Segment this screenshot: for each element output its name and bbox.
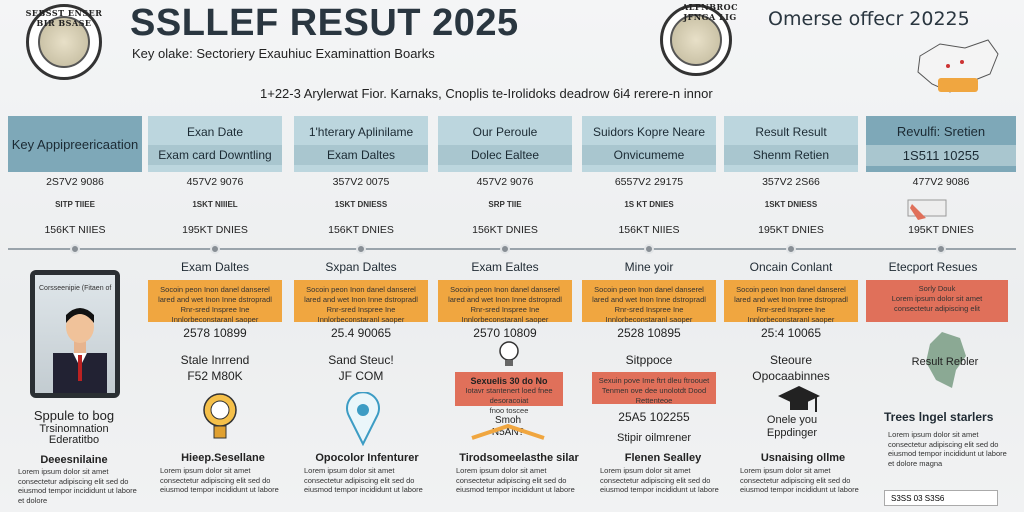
stage-info-box: Socoin peon Inon danel danserel lared and wet Inon Inne dstropradl Rnr-sred Inspree Ine Innlorbeconstaranl saoper bbox=[294, 280, 428, 322]
seal-left bbox=[26, 4, 102, 80]
column-title: Revulfi: Sretien bbox=[896, 124, 986, 139]
page-title: SSLLEF RESUT 2025 bbox=[130, 2, 519, 44]
bottom-item-blurb: Lorem ipsum dolor sit amet consectetur adipiscing elit sed do eiusmod tempor incididunt ut labore bbox=[160, 466, 279, 494]
timeline-line bbox=[8, 248, 1016, 250]
right-panel-title: Result Rebler bbox=[911, 356, 979, 368]
column-subtitle: Shenm Retien bbox=[724, 145, 858, 165]
mid-red-box-2-body: Sexuin pove Ime ftrt dleu ftroouet Tenmen ove dee unolotdt Dood Rettenteoe bbox=[598, 376, 710, 405]
stage-label: Mine yoir bbox=[624, 260, 674, 274]
column-title: 1'hterary Aplinilame bbox=[308, 125, 414, 139]
column-date: 6557V2 29175 bbox=[614, 176, 684, 188]
mid-red-box-2 bbox=[592, 372, 716, 404]
stage-caption: Sitppoce bbox=[625, 353, 673, 367]
stage-caption: Sand Steuc! JF COM bbox=[328, 353, 394, 383]
column-tag: 1SKT NIIIEL bbox=[192, 200, 238, 209]
stage-number: 25:4 10065 bbox=[760, 326, 822, 340]
smoh-caption: Smoh N5AN? bbox=[491, 415, 525, 438]
person-icon bbox=[43, 297, 115, 393]
mid-red-box-body: Iotavr stantenert loed fnee desoracoiat fnoo toscee bbox=[465, 386, 553, 415]
laptop-caption: Sppule to bog bbox=[33, 408, 115, 423]
column-code: 195KT DNIES bbox=[758, 224, 824, 236]
stage-info-box: Socoin peon Inon danel danserel lared and wet Inon Inne dstropradl Rnr-sred Inspree Ine Innlorbeconstaranl saoper bbox=[724, 280, 858, 322]
column-code: 156KT DNIES bbox=[472, 224, 538, 236]
stage-label: Etecport Resues bbox=[888, 260, 978, 274]
laptop-illustration bbox=[30, 270, 120, 398]
lamp-icon bbox=[200, 392, 240, 449]
timeline-dot bbox=[786, 244, 796, 254]
stage-number: 2528 10895 bbox=[617, 326, 681, 340]
right-panel-blurb: Lorem ipsum dolor sit amet consectetur adipiscing elit sed do eiusmod tempor incididunt ut labore et dolore magna bbox=[888, 430, 1007, 468]
column-code: 156KT DNIES bbox=[328, 224, 394, 236]
column-title: Result Result bbox=[755, 125, 827, 139]
column-tag: SITP TIIEE bbox=[55, 200, 95, 209]
bottom-item-title: Flenen Sealley bbox=[624, 452, 702, 464]
column-subtitle: Onvicumeme bbox=[582, 145, 716, 165]
column-header-4[interactable] bbox=[438, 116, 572, 172]
column-tag: 1SKT DNIESS bbox=[334, 200, 388, 209]
tagline: 1+22-3 Arylerwat Fior. Karnaks, Cnoplis te-Irolidoks deadrow 6i4 rerere-n innor bbox=[260, 86, 713, 101]
seal-left-text: SEBSST ENSER BIR BSASE bbox=[25, 8, 103, 28]
column-tag: SRP TIIE bbox=[488, 200, 522, 209]
stage-caption: Stale Inrrend F52 M80K bbox=[180, 353, 250, 383]
stage-number: 2578 10899 bbox=[183, 326, 247, 340]
stage-info-box: Socoin peon Inon danel danserel lared and wet Inon Inne dstropradl Rnr-sred Inspree Ine Innlorbeconstaranl saoper bbox=[438, 280, 572, 322]
right-title: Omerse offecr 20225 bbox=[768, 8, 970, 30]
timeline-dot bbox=[356, 244, 366, 254]
sign-icon bbox=[468, 416, 548, 451]
column-title: Exan Date bbox=[186, 125, 244, 139]
pin-icon bbox=[345, 392, 381, 451]
column-subtitle: 1S511 10255 bbox=[866, 145, 1016, 166]
seal-right-text: ALPNBROC JFNGA LIG bbox=[682, 2, 738, 22]
column-date: 457V2 9076 bbox=[476, 176, 534, 188]
bottom-item-blurb: Lorem ipsum dolor sit amet consectetur adipiscing elit sed do eiusmod tempor incididunt ut labore bbox=[740, 466, 859, 494]
stage-number: 2570 10809 bbox=[473, 326, 537, 340]
column-header-6[interactable] bbox=[724, 116, 858, 172]
column-header-1[interactable] bbox=[8, 116, 142, 172]
stage-label: Oncain Conlant bbox=[749, 260, 833, 274]
column-code: 195KT DNIES bbox=[908, 224, 974, 236]
onele-caption: Onele you Eppdinger bbox=[766, 414, 818, 439]
column-code: 195KT DNIES bbox=[182, 224, 248, 236]
column-subtitle: Exam card Downtling bbox=[148, 145, 282, 165]
laptop-blurb: Lorem ipsum dolor sit amet consectetur adipiscing elit sed do eiusmod tempor incididunt ut labore et dolore bbox=[18, 467, 137, 505]
bulb-icon bbox=[498, 340, 520, 373]
stage-caption: Steoure Opocaabinnes bbox=[752, 353, 830, 383]
bottom-item-blurb: Lorem ipsum dolor sit amet consectetur adipiscing elit sed do eiusmod tempor incididunt ut labore bbox=[304, 466, 423, 494]
mid-red-box bbox=[455, 372, 563, 415]
laptop-screen-text: Corsseenipie (Fitaen of bbox=[39, 285, 112, 292]
column-title: Our Peroule bbox=[472, 125, 538, 139]
column-header-7[interactable] bbox=[866, 116, 1016, 172]
column-header-3[interactable] bbox=[294, 116, 428, 172]
stage-label: Sxpan Daltes bbox=[325, 260, 397, 274]
column-subtitle: Dolec Ealtee bbox=[438, 145, 572, 165]
bottom-item-blurb: Lorem ipsum dolor sit amet consectetur adipiscing elit sed do eiusmod tempor incididunt ut labore bbox=[456, 466, 575, 494]
map-icon bbox=[910, 36, 1002, 98]
laptop-caption-2: Trsinomnation Ederatitbo bbox=[39, 423, 109, 446]
column-tag: 1SKT DNIESS bbox=[764, 200, 818, 209]
timeline-dot bbox=[210, 244, 220, 254]
column-header-5[interactable] bbox=[582, 116, 716, 172]
bottom-item-title: Opocolor Infenturer bbox=[315, 452, 419, 464]
column-date: 457V2 9076 bbox=[186, 176, 244, 188]
stage-label: Exam Daltes bbox=[180, 260, 250, 274]
right-panel-input[interactable] bbox=[884, 490, 998, 506]
bottom-item-blurb: Lorem ipsum dolor sit amet consectetur adipiscing elit sed do eiusmod tempor incididunt ut labore bbox=[600, 466, 719, 494]
bottom-item-title: Usnaising ollme bbox=[760, 452, 846, 464]
stage-number: 25.4 90065 bbox=[330, 326, 392, 340]
page-subtitle: Key olake: Sectoriery Exauhiuc Examinattion Boarks bbox=[132, 46, 435, 61]
bottom-item-title: Hieep.Sesellane bbox=[181, 452, 265, 464]
right-panel-heading: Trees lngel starlers bbox=[884, 410, 994, 424]
column-code: 156KT NIIES bbox=[618, 224, 680, 236]
column-date: 357V2 2S66 bbox=[762, 176, 820, 188]
mid-red-box-head: Sexuelis 30 do No bbox=[470, 376, 548, 386]
bottom-item-title: Tirodsomeelasthe silar bbox=[459, 452, 579, 464]
stage-info-box: Socoin peon Inon danel danserel lared and wet Inon Inne dstropradl Rnr-sred Inspree Ine Innlorbeconstaranl saoper bbox=[148, 280, 282, 322]
mid-number: 25A5 102255 bbox=[618, 410, 690, 424]
column-date: 477V2 9086 bbox=[912, 176, 970, 188]
stage-info-box: Socoin peon Inon danel danserel lared and wet Inon Inne dstropradl Rnr-sred Inspree Ine Innlorbeconstaranl saoper bbox=[582, 280, 716, 322]
column-header-2[interactable] bbox=[148, 116, 282, 172]
column-date: 2S7V2 9086 bbox=[46, 176, 104, 188]
stage-info-box: Sorly Douk Lorem ipsum dolor sit amet consectetur adipiscing elit bbox=[866, 280, 1008, 322]
section-title: Deeesnilaine bbox=[40, 454, 108, 466]
pencil-icon bbox=[904, 196, 950, 227]
stipr-caption: Stipir oilmrener bbox=[617, 432, 691, 444]
timeline-dot bbox=[644, 244, 654, 254]
timeline-dot bbox=[500, 244, 510, 254]
column-subtitle: Exam Daltes bbox=[294, 145, 428, 165]
timeline-dot bbox=[936, 244, 946, 254]
timeline-dot bbox=[70, 244, 80, 254]
column-title: Suidors Kopre Neare bbox=[592, 125, 706, 139]
column-date: 357V2 0075 bbox=[332, 176, 390, 188]
column-tag: 1S KT DNIES bbox=[624, 200, 674, 209]
stage-label: Exam Ealtes bbox=[471, 260, 539, 274]
column-title: Key Appipreericaation bbox=[11, 136, 139, 152]
column-code: 156KT NIIES bbox=[44, 224, 106, 236]
